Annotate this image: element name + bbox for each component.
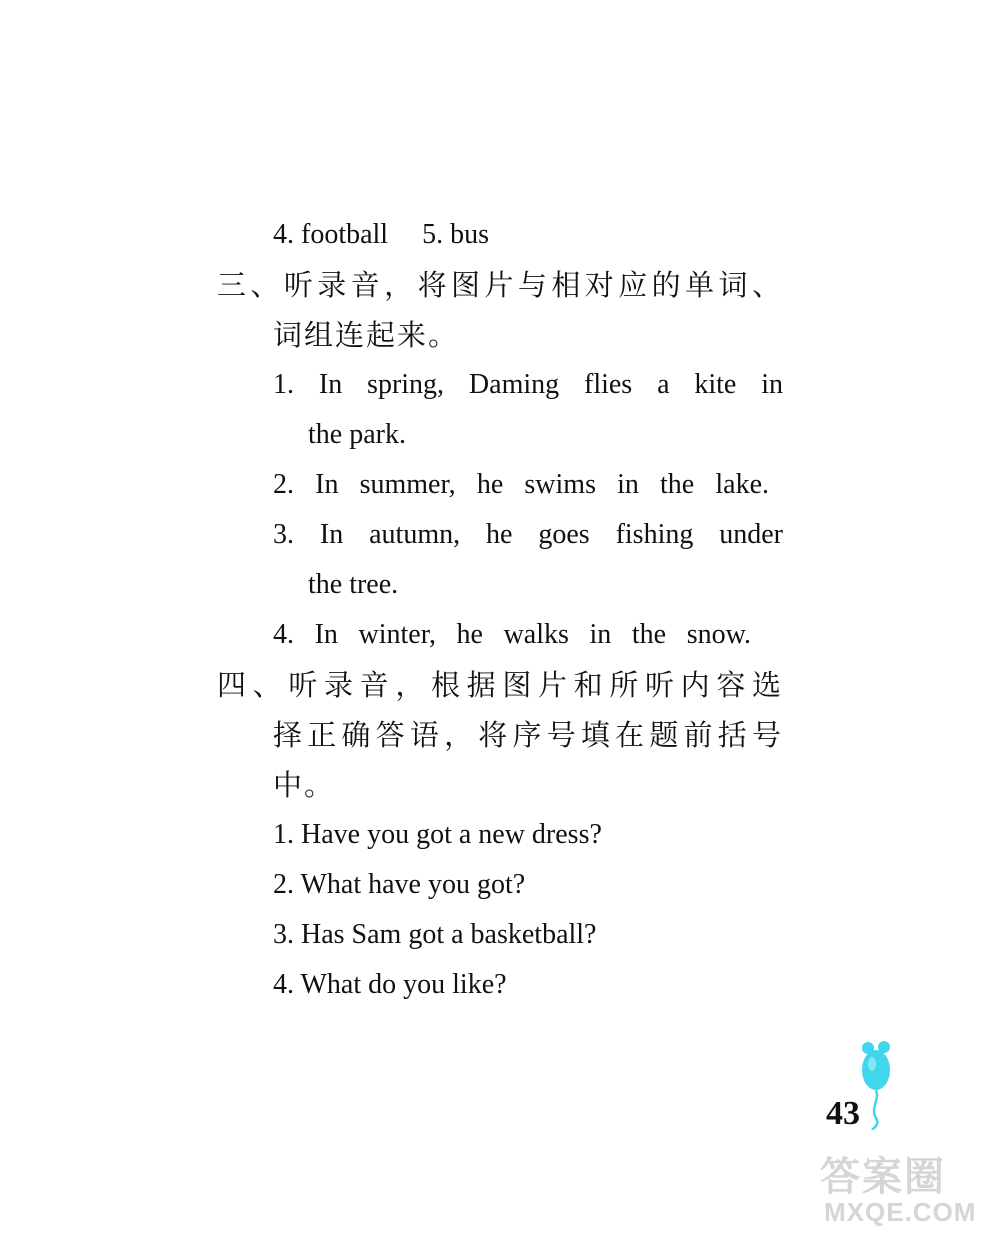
question-4-2: 2. What have you got? xyxy=(273,869,526,900)
question-4-1: 1. Have you got a new dress? xyxy=(273,819,602,850)
answer-line-1 xyxy=(273,218,489,252)
watermark-main-text: 答案圈 xyxy=(820,1154,946,1200)
sentence-3-1-cont: the park. xyxy=(308,419,406,450)
answer-item-bus: 5. bus xyxy=(422,219,489,250)
watermark-logo xyxy=(820,1145,995,1230)
page-number: 43 xyxy=(826,1095,860,1132)
section-4-heading: 四、听录音，根据图片和所听内容选 xyxy=(217,668,783,702)
question-4-4: 4. What do you like? xyxy=(273,969,507,1000)
section-3-heading: 三、听录音，将图片与相对应的单词、 xyxy=(217,268,783,302)
question-4-3: 3. Has Sam got a basketball? xyxy=(273,919,597,950)
answer-item-football: 4. football xyxy=(273,219,389,250)
sentence-3-3-cont: the tree. xyxy=(308,569,399,600)
sentence-3-4: 4. In winter, he walks in the snow. xyxy=(273,619,751,650)
watermark-sub-text: MXQE.COM xyxy=(824,1197,977,1227)
section-3-heading-cont: 词组连起来。 xyxy=(273,318,460,352)
section-4-heading-cont: 择正确答语，将序号填在题前括号 xyxy=(273,718,783,752)
sentence-3-2: 2. In summer, he swims in the lake. xyxy=(273,469,769,500)
sentence-3-3: 3. In autumn, he goes fishing under xyxy=(273,519,783,550)
mouse-icon xyxy=(858,1040,898,1130)
section-4-heading-end: 中。 xyxy=(273,768,336,802)
sentence-3-1: 1. In spring, Daming flies a kite in xyxy=(273,369,783,400)
